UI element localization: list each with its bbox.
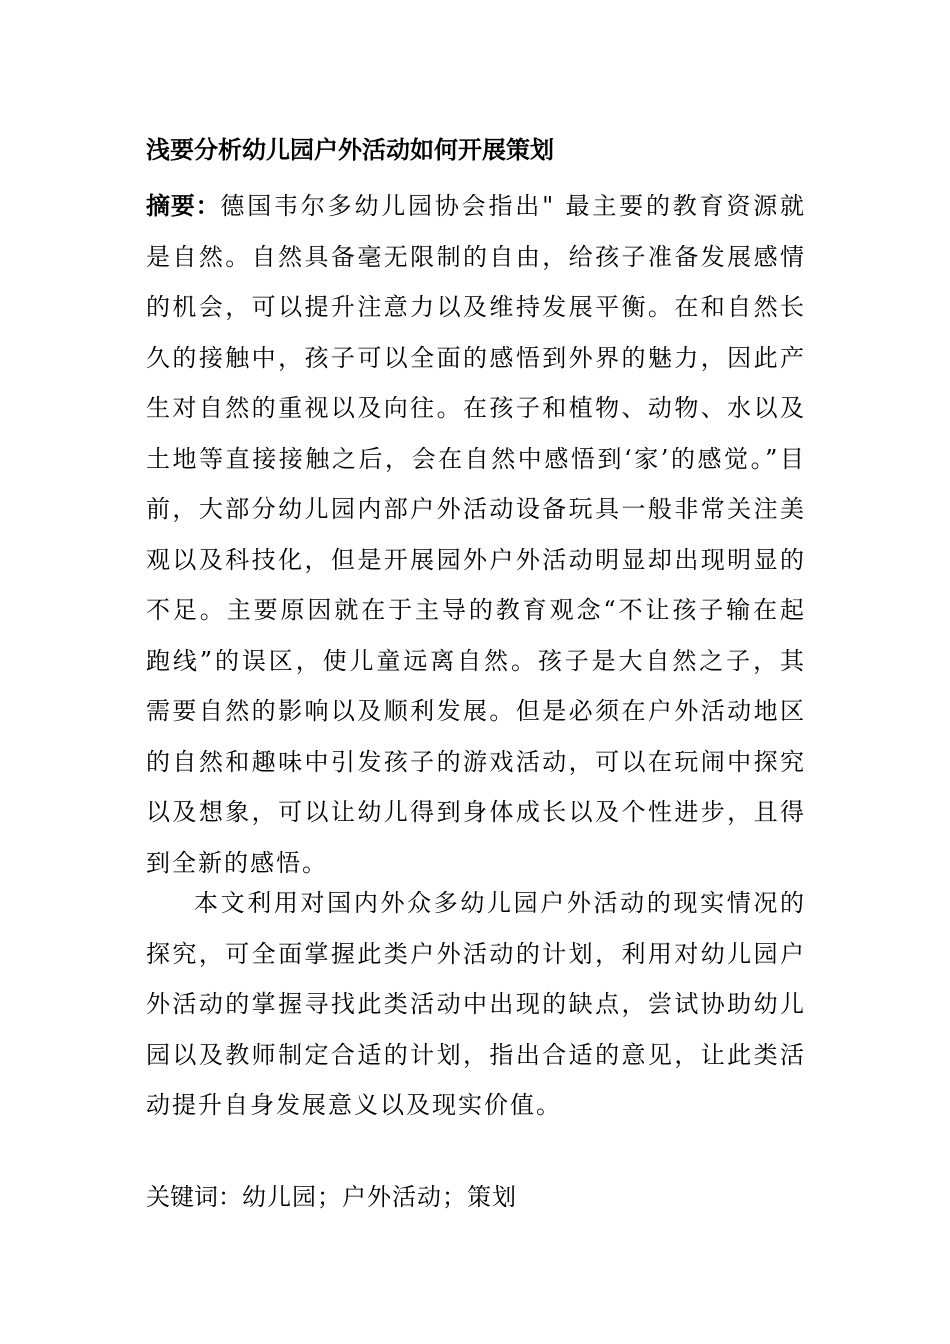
abstract-label: 摘要： <box>146 192 221 220</box>
keywords-label: 关键词： <box>146 1183 242 1211</box>
abstract-paragraph <box>146 181 806 888</box>
keywords-line <box>146 1177 806 1217</box>
document-title: 浅要分析幼儿园户外活动如何开展策划 <box>146 136 554 164</box>
abstract-text: 德国韦尔多幼儿园协会指出" 最主要的教育资源就是自然。自然具备毫无限制的自由，给孩子准备发展感情的机会，可以提升注意力以及维持发展平衡。在和自然长久的接触中，孩子可以全面的感悟到外界的魅力，因此产生对自然的重视以及向往。在孩子和植物、动物、水以及土地等直接接触之后，会在自然中感悟到‘家’的感觉。”目前，大部分幼儿园内部户外活动设备玩具一般非常关注美观以及科技化，但是开展园外户外活动明显却出现明显的不足。主要原因就在于主导的教育观念“不让孩子输在起跑线”的误区，使儿童远离自然。孩子是大自然之子，其需要自然的影响以及顺利发展。但是必须在户外活动地区的自然和趣味中引发孩子的游戏活动，可以在玩闹中探究以及想象，可以让幼儿得到身体成长以及个性进步，且得到全新的感悟。 <box>146 192 807 877</box>
body-paragraph: 本文利用对国内外众多幼儿园户外活动的现实情况的探究，可全面掌握此类户外活动的计划，利用对幼儿园户外活动的掌握寻找此类活动中出现的缺点，尝试协助幼儿园以及教师制定合适的计划，指出合适的意见，让此类活动提升自身发展意义以及现实价值。 <box>146 889 806 1119</box>
keywords-text: 幼儿园；户外活动；策划 <box>242 1183 517 1211</box>
